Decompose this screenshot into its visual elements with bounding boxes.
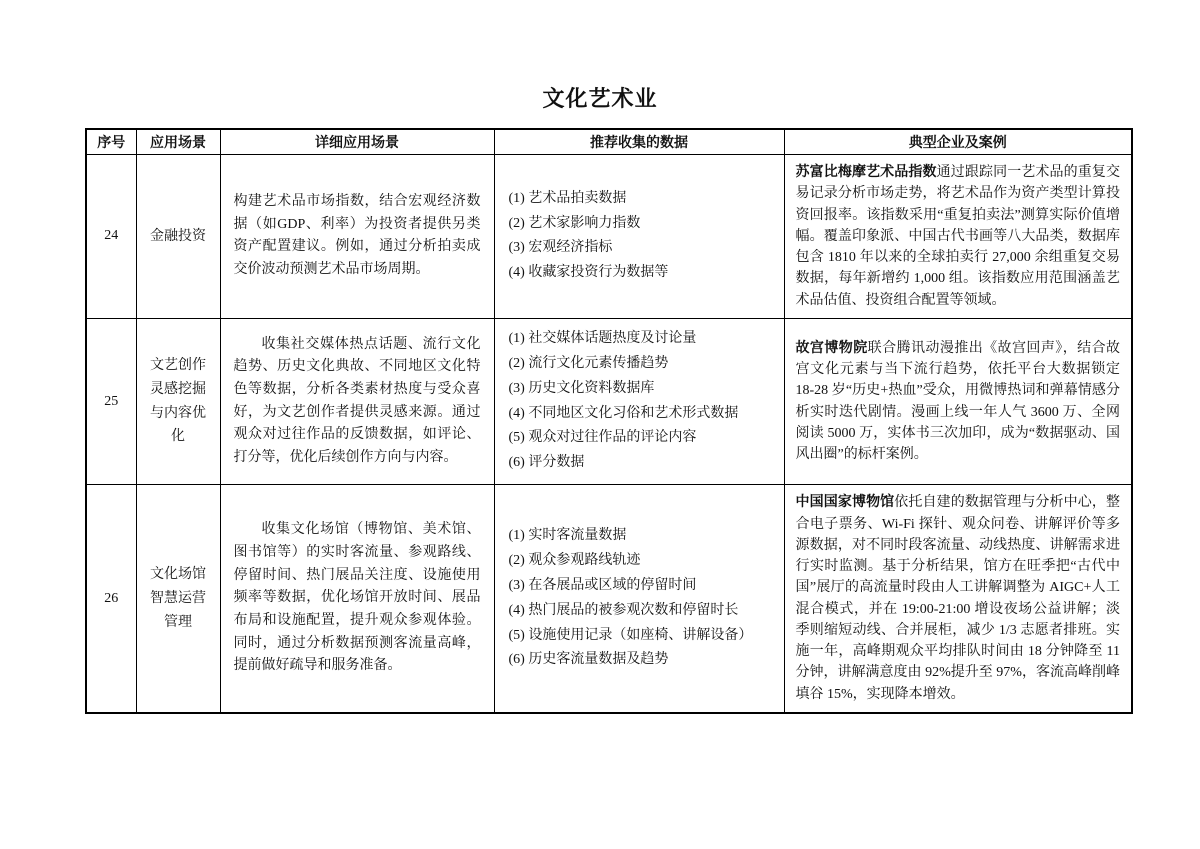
detail-text: 构建艺术品市场指数，结合宏观经济数据（如GDP、利率）为投资者提供另类资产配置建议。例如，通过分析拍卖成交价波动预测艺术品市场周期。 [233, 194, 481, 278]
cell-case-study [784, 485, 1132, 713]
data-item: (3) 历史文化资料数据库 [508, 380, 655, 396]
cell-row-number: 24 [86, 155, 136, 319]
data-item: (1) 艺术品拍卖数据 [508, 190, 627, 206]
cell-detail-scenario [220, 485, 494, 713]
case-company-name: 苏富比梅摩艺术品指数 [795, 165, 937, 180]
data-item: (6) 评分数据 [508, 455, 585, 471]
cell-case-study [784, 155, 1132, 319]
cell-case-study [784, 318, 1132, 484]
data-item: (5) 观众对过往作品的评论内容 [508, 430, 697, 446]
table-row [86, 318, 1132, 484]
data-item: (2) 艺术家影响力指数 [508, 215, 641, 231]
cell-application-scenario: 文化场馆智慧运营管理 [136, 485, 220, 713]
data-item: (4) 收藏家投资行为数据等 [508, 265, 669, 281]
header-row [86, 129, 1132, 155]
cell-application-scenario: 文艺创作灵感挖掘与内容优化 [136, 318, 220, 484]
case-company-name: 中国国家博物馆 [795, 495, 895, 511]
data-item: (1) 社交媒体话题热度及讨论量 [508, 330, 697, 346]
detail-text: 收集文化场馆（博物馆、美术馆、图书馆等）的实时客流量、参观路线、停留时间、热门展品关注度、设施使用频率等数据，优化场馆开放时间、展品布局和设施配置，提升观众参观体验。同时，通过分析数据预测客流量高峰，提前做好疏导和服务准备。 [233, 522, 481, 674]
data-item: (1) 实时客流量数据 [508, 527, 627, 543]
case-description: 依托自建的数据管理与分析中心，整合电子票务、Wi-Fi 探针、观众问卷、讲解评价等多源数据，对不同时段客流量、动线热度、讲解需求进行实时监测。基于分析结果，馆方在旺季把“古代中国”展厅的高流量时段由人工讲解调整为 AIGC+人工混合模式，并在 19:00-21:00 增设夜场公益讲解；淡季则缩短动线、合并展柜，减少 1/3 志愿者排班。实施一年，高峰期观众平均排队时间由 18 分钟降至 11 分钟，讲解满意度由 92%提升至 97%，客流高峰削峰填谷 15%，实现降本增效。 [795, 495, 1121, 702]
cell-recommended-data [494, 155, 784, 319]
column-header-detail: 详细应用场景 [220, 129, 494, 155]
scenario-table [85, 128, 1133, 714]
data-item: (2) 观众参观路线轨迹 [508, 552, 641, 568]
column-header-id: 序号 [86, 129, 136, 155]
data-item: (4) 热门展品的被参观次数和停留时长 [508, 602, 739, 618]
column-header-data: 推荐收集的数据 [494, 129, 784, 155]
data-item: (3) 在各展品或区域的停留时间 [508, 577, 697, 593]
column-header-case: 典型企业及案例 [784, 129, 1132, 155]
table-row [86, 485, 1132, 713]
data-item: (4) 不同地区文化习俗和艺术形式数据 [508, 405, 739, 421]
column-header-scenario: 应用场景 [136, 129, 220, 155]
case-description: 通过跟踪同一艺术品的重复交易记录分析市场走势，将艺术品作为资产类型计算投资回报率。该指数采用“重复拍卖法”测算实际价值增幅。覆盖印象派、中国古代书画等八大品类，数据库包含 1810 年以来的全球拍卖行 27,000 余组重复交易数据，每年新增约 1,000 组。该指数应用范围涵盖艺术品估值、投资组合配置等领域。 [795, 165, 1121, 308]
cell-recommended-data [494, 318, 784, 484]
cell-row-number: 25 [86, 318, 136, 484]
page-title: 文化艺术业 [542, 86, 658, 111]
cell-application-scenario: 金融投资 [136, 155, 220, 319]
data-item: (5) 设施使用记录（如座椅、讲解设备） [508, 627, 753, 643]
cell-detail-scenario [220, 155, 494, 319]
table-row [86, 155, 1132, 319]
detail-text: 收集社交媒体热点话题、流行文化趋势、历史文化典故、不同地区文化特色等数据，分析各类素材热度与受众喜好，为文艺创作者提供灵感来源。通过观众对过往作品的反馈数据，如评论、打分等，优化后续创作方向与内容。 [233, 336, 481, 465]
data-item: (2) 流行文化元素传播趋势 [508, 355, 669, 371]
cell-recommended-data [494, 485, 784, 713]
case-description: 联合腾讯动漫推出《故宫回声》，结合故宫文化元素与当下流行趋势，依托平台大数据锁定 18-28 岁“历史+热血”受众，用微博热词和弹幕情感分析实时迭代剧情。漫画上线一年人气 3600 万、全网阅读 5000 万，实体书三次加印，成为“数据驱动、国风出圈”的标杆案例。 [795, 340, 1121, 463]
case-company-name: 故宫博物院 [795, 340, 868, 356]
data-item: (6) 历史客流量数据及趋势 [508, 652, 669, 668]
cell-row-number: 26 [86, 485, 136, 713]
data-item: (3) 宏观经济指标 [508, 240, 613, 256]
cell-detail-scenario [220, 318, 494, 484]
